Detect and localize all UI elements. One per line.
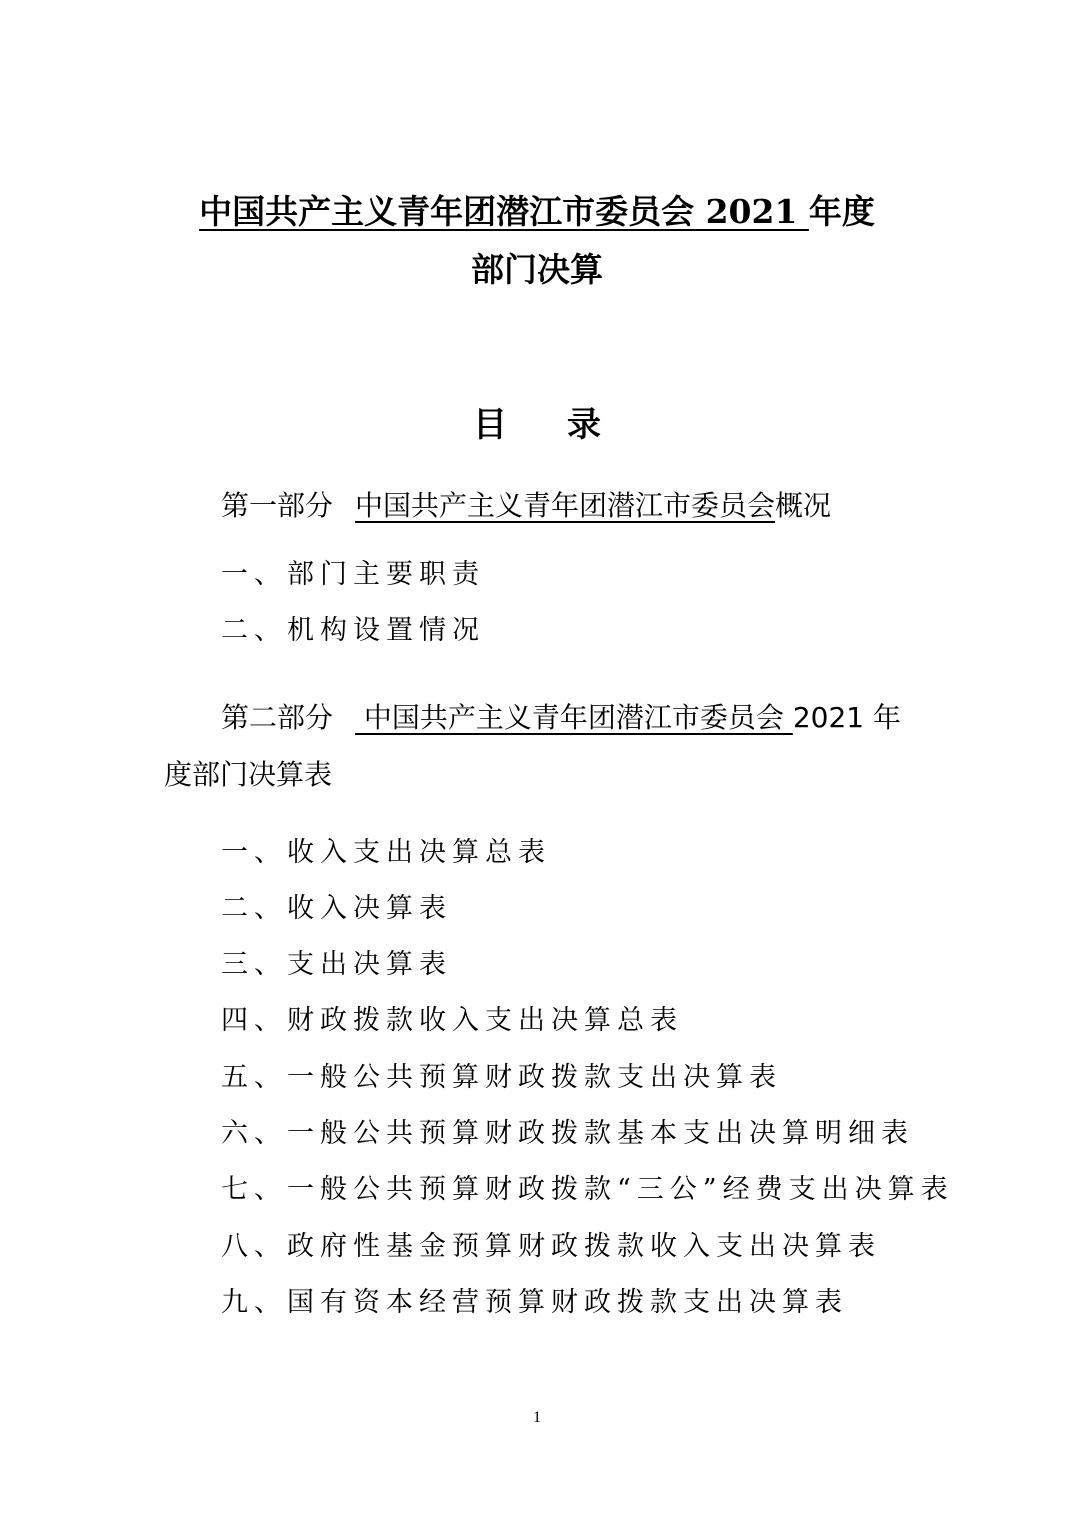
- title-organization-name: 中国共产主义青年团潜江市委员会: [199, 192, 695, 231]
- title-year: 2021: [694, 192, 809, 231]
- toc-item: 一、收入支出决算总表: [221, 837, 551, 868]
- toc-item: 五、一般公共预算财政拨款支出决算表: [221, 1062, 782, 1093]
- part-one-heading: [221, 488, 831, 524]
- part-two-heading-continuation: 度部门决算表: [164, 758, 333, 791]
- part-one-suffix: 概况: [775, 489, 832, 522]
- document-title-line-2: 部门决算: [471, 250, 603, 289]
- toc-item: 二、机构设置情况: [221, 615, 485, 646]
- part-one-label: 第一部分: [221, 489, 334, 522]
- toc-item: 八、政府性基金预算财政拨款收入支出决算表: [221, 1231, 881, 1262]
- table-of-contents-heading: 目录: [473, 405, 661, 445]
- toc-item: 二、收入决算表: [221, 893, 452, 924]
- page-number: 1: [533, 1409, 541, 1426]
- part-two-heading: [221, 700, 901, 736]
- part-two-label: 第二部分: [221, 701, 334, 734]
- toc-item: 三、支出决算表: [221, 949, 452, 980]
- toc-item: 六、一般公共预算财政拨款基本支出决算明细表: [221, 1118, 914, 1149]
- document-title-line-1: [0, 190, 1074, 234]
- toc-item: 一、部门主要职责: [221, 559, 485, 590]
- title-suffix: 年度: [808, 192, 875, 231]
- part-one-organization: 中国共产主义青年团潜江市委员会: [355, 489, 776, 522]
- toc-item: 七、一般公共预算财政拨款“三公”经费支出决算表: [221, 1174, 954, 1205]
- part-two-organization: 中国共产主义青年团潜江市委员会: [355, 701, 793, 734]
- part-two-year: 2021 年: [792, 701, 901, 734]
- toc-item: 九、国有资本经营预算财政拨款支出决算表: [221, 1287, 848, 1318]
- toc-item: 四、财政拨款收入支出决算总表: [221, 1005, 683, 1036]
